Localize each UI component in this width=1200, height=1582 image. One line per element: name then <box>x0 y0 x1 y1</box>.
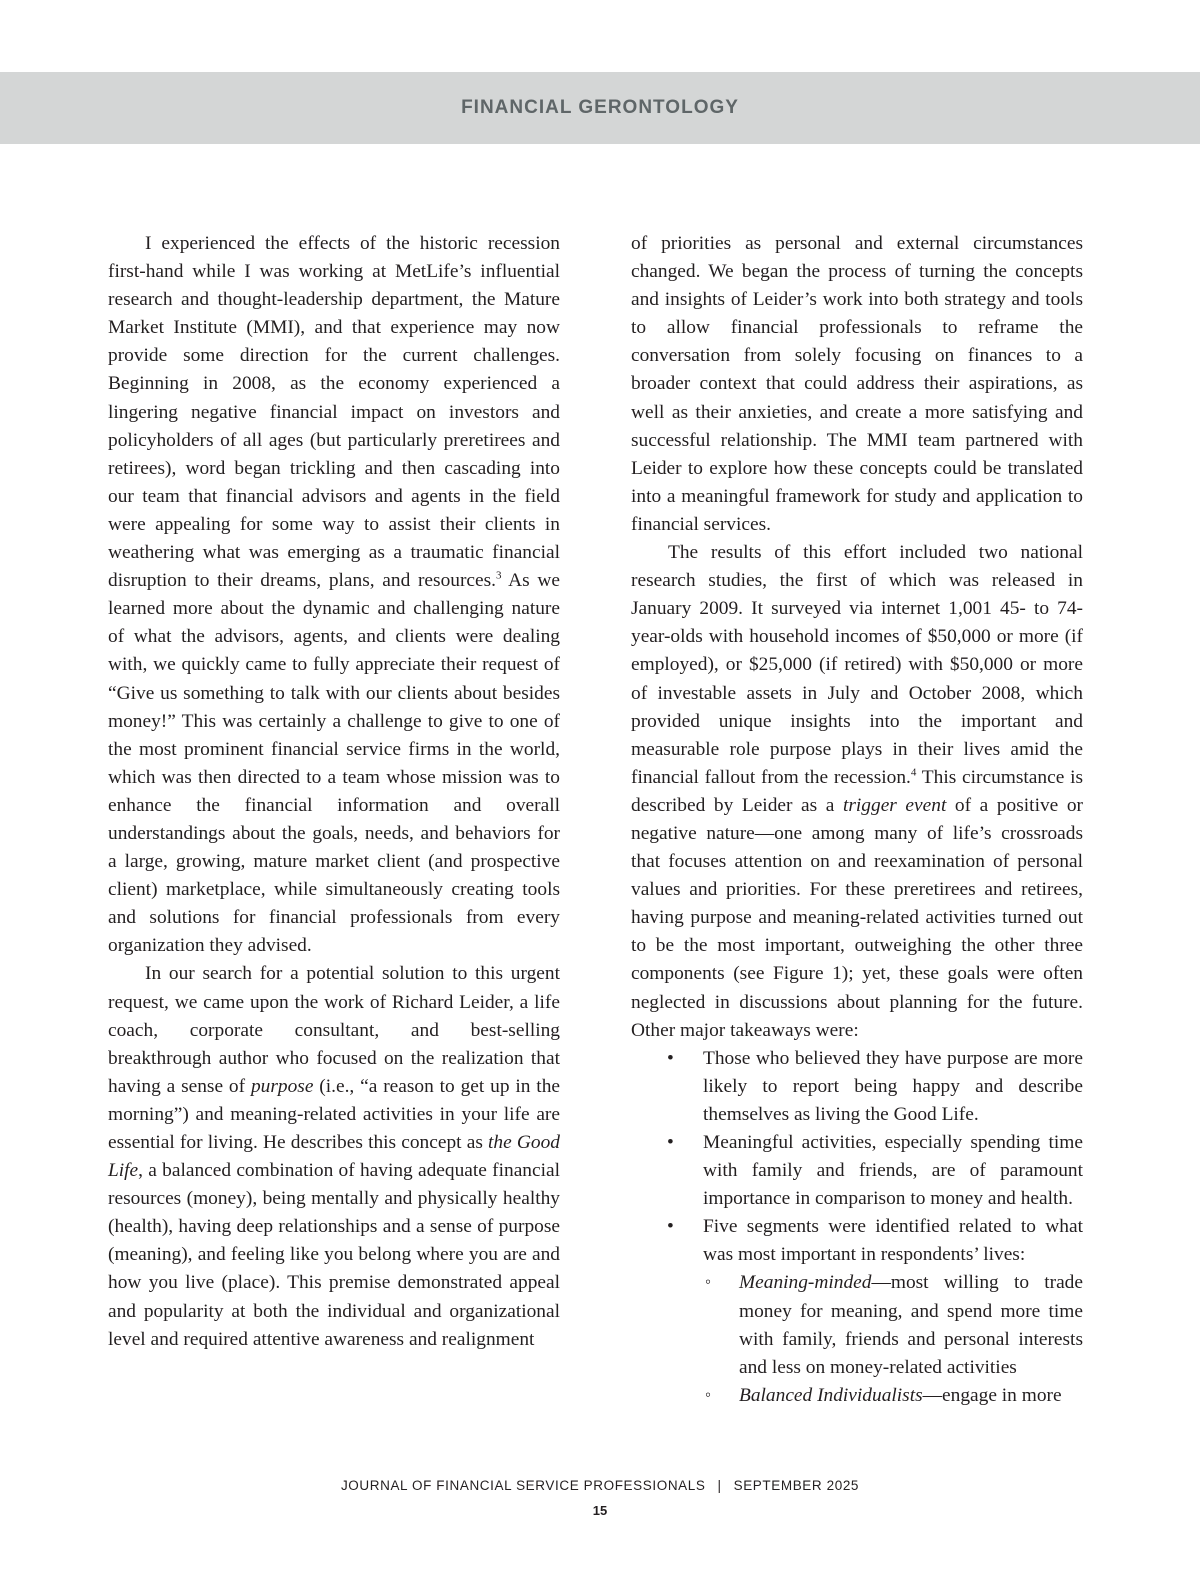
text-run: (i.e., “a reason to get up in the morning”) and meaning-related activities in your life are essential for living. He describes this concept as <box>108 1075 560 1153</box>
left-column <box>108 230 560 1354</box>
journal-name: JOURNAL OF FINANCIAL SERVICE PROFESSIONALS <box>340 1478 706 1493</box>
list-item-text: Meaningful activities, especially spending time with family and friends, are of paramount importance in comparison to money and health. <box>703 1132 1083 1210</box>
emphasis: purpose <box>250 1075 314 1097</box>
list-item <box>631 1129 1083 1213</box>
text-run: The results of this effort included two national research studies, the first of which was released in January 2009. It surveyed via internet 1,001 45- to 74-year-olds with household incomes of $50,000 or more (if employed), or $25,000 (if retired) with $50,000 or more of investable assets in July and October 2008, which provided unique insights into the important and measurable role purpose plays in their lives amid the financial fallout from the recession. <box>631 542 1083 788</box>
footnote-ref: 3 <box>496 569 502 582</box>
segments-list <box>703 1269 1083 1409</box>
segment-term: Balanced Individualists <box>739 1384 923 1406</box>
footnote-ref: 4 <box>910 766 917 779</box>
paragraph: of priorities as personal and external circumstances changed. We began the process of turning the concepts and insights of Leider’s work into both strategy and tools to allow financial professionals to reframe the conversation from solely focusing on finances to a broader context that could address their aspirations, as well as their anxieties, and create a more satisfying and successful relationship. The MMI team partnered with Leider to explore how these concepts could be translated into a meaningful framework for study and application to financial services. <box>631 233 1083 535</box>
sub-bullet-icon: ◦ <box>705 1384 712 1404</box>
list-item-text: Five segments were identified related to what was most important in respondents’ lives: <box>703 1216 1083 1266</box>
list-item <box>703 1382 1083 1410</box>
emphasis: the Good Life <box>108 1132 560 1182</box>
text-run: of a positive or negative nature—one among many of life’s crossroads that focuses attention on and reexamination of personal values and priorities. For these preretirees and retirees, having purpose and meaning-related activities turned out to be the most important, outweighing the other three components (see Figure 1); yet, these goals were often neglected in discussions about planning for the future. Other major takeaways were: <box>631 794 1083 1041</box>
page-number: 15 <box>592 1503 608 1518</box>
bullet-icon: • <box>667 1216 674 1238</box>
running-header <box>0 72 1200 144</box>
paragraph <box>631 539 1083 1045</box>
text-run: , a balanced combination of having adequate financial resources (money), being mentally and physically healthy (health), having deep relationships and a sense of purpose (meaning), and feeling like you belong where you are and how you live (place). This premise demonstrated appeal and popularity at both the individual and organizational level and required attentive awareness and realignment <box>108 1160 560 1350</box>
footer-separator: | <box>717 1478 722 1493</box>
paragraph <box>108 960 560 1353</box>
list-item <box>703 1269 1083 1381</box>
bullet-icon: • <box>667 1047 674 1069</box>
text-run: As we learned more about the dynamic and challenging nature of what the advisors, agents, and clients were dealing with, we quickly came to fully appreciate their request of “Give us something to talk with our clients about besides money!” This was certainly a challenge to give to one of the most prominent financial service firms in the world, which was then directed to a team whose mission was to enhance the financial information and overall understandings about the goals, needs, and behaviors for a large, growing, mature market client (and prospective client) marketplace, while simultaneously creating tools and solutions for financial professionals from every organization they advised. <box>108 570 560 957</box>
text-run: This circumstance is described by Leider as a <box>631 766 1083 816</box>
bullet-icon: • <box>667 1132 674 1153</box>
list-item <box>631 1045 1083 1129</box>
list-item-text: Those who believed they have purpose are more likely to report being happy and describe themselves as living the Good Life. <box>703 1047 1083 1125</box>
text-run: In our search for a potential solution to this urgent request, we came upon the work of Richard Leider, a life coach, corporate consultant, and best-selling breakthrough author who focused on the realization that having a sense of <box>108 963 560 1097</box>
takeaways-list <box>631 1045 1083 1410</box>
emphasis: trigger event <box>842 794 947 816</box>
paragraph <box>108 230 560 960</box>
segment-term: Meaning-minded <box>739 1272 872 1294</box>
segment-text: —engage in more <box>922 1384 1062 1406</box>
sub-bullet-icon: ◦ <box>705 1272 712 1292</box>
section-title: FINANCIAL GERONTOLOGY <box>461 97 739 118</box>
right-column <box>631 230 1083 1410</box>
text-run: I experienced the effects of the historic recession first-hand while I was working at MetLife’s influential research and thought-leadership department, the Mature Market Institute (MMI), and that experience may now provide some direction for the current challenges. Beginning in 2008, as the economy experienced a lingering negative financial impact on investors and policyholders of all ages (but particularly preretirees and retirees), word began trickling and then cascading into our team that financial advisors and agents in the field were appealing for some way to assist their clients in weathering what was emerging as a traumatic financial disruption to their dreams, plans, and resources. <box>108 233 560 592</box>
issue-date: SEPTEMBER 2025 <box>733 1478 860 1493</box>
journal-footer <box>0 1478 1200 1493</box>
segment-text: —most willing to trade money for meaning, and spend more time with family, friends and personal interests and less on money-related activities <box>739 1272 1083 1378</box>
list-item <box>631 1213 1083 1410</box>
